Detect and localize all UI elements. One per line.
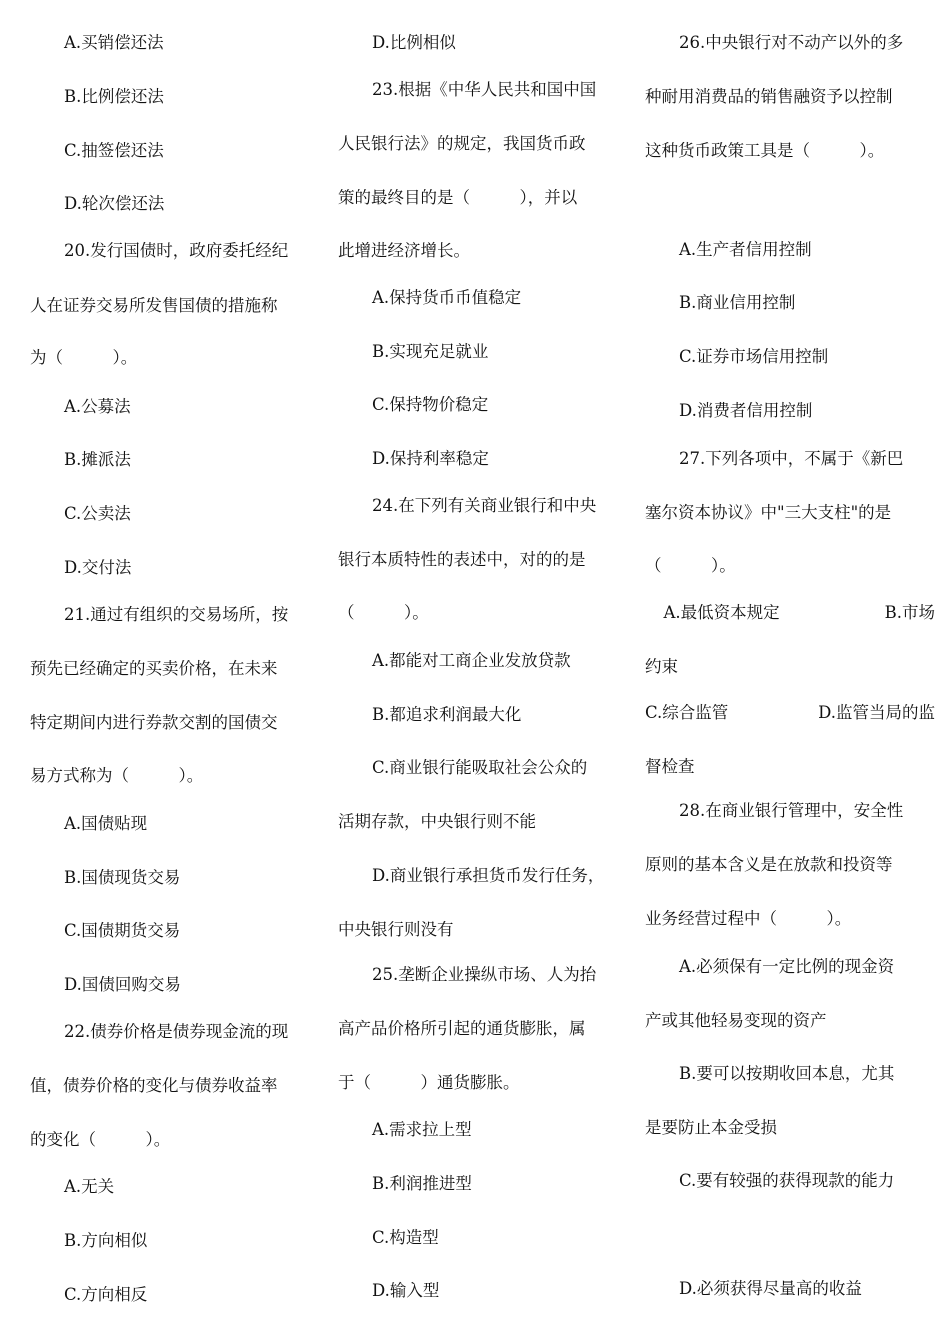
text-line: C.公卖法 — [64, 504, 131, 523]
text-line: A.必须保有一定比例的现金资 — [679, 957, 895, 976]
text-line: D.商业银行承担货币发行任务， — [372, 866, 605, 885]
text-line: 种耐用消费品的销售融资予以控制 — [645, 87, 893, 106]
text-line: C.保持物价稳定 — [372, 395, 489, 414]
text-line: 中央银行则没有 — [338, 920, 454, 939]
text-line: 约束 — [645, 657, 678, 676]
text-line: 21.通过有组织的交易场所，按 — [64, 605, 289, 624]
text-line: B.商业信用控制 — [679, 293, 796, 312]
text-line: D.轮次偿还法 — [64, 194, 165, 213]
text-line: A.无关 — [64, 1177, 115, 1196]
text-line: 23.根据《中华人民共和国中国 — [372, 80, 597, 99]
text-line: D.监管当局的监 — [818, 703, 935, 722]
text-line: 28.在商业银行管理中，安全性 — [679, 801, 904, 820]
text-line: 值，债券价格的变化与债券收益率 — [30, 1076, 278, 1095]
text-line: D.保持利率稳定 — [372, 449, 489, 468]
text-line: 银行本质特性的表述中，对的的是 — [338, 550, 586, 569]
text-line: （ ）。 — [338, 603, 429, 622]
text-line: A.生产者信用控制 — [679, 240, 812, 259]
text-line: 活期存款，中央银行则不能 — [338, 812, 536, 831]
text-line: D.消费者信用控制 — [679, 401, 813, 420]
text-line: C.要有较强的获得现款的能力 — [679, 1171, 895, 1190]
text-line: A.都能对工商企业发放贷款 — [372, 651, 571, 670]
text-line: B.实现充足就业 — [372, 342, 489, 361]
text-line: 人民银行法》的规定，我国货币政 — [338, 134, 586, 153]
text-line: （ ）。 — [645, 556, 736, 575]
text-line: D.交付法 — [64, 558, 132, 577]
text-line: 25.垄断企业操纵市场、人为抬 — [372, 965, 597, 984]
text-line: A.公募法 — [64, 397, 131, 416]
text-line: 于（ ）通货膨胀。 — [338, 1073, 520, 1092]
text-line: C.商业银行能吸取社会公众的 — [372, 758, 588, 777]
text-line: D.国债回购交易 — [64, 975, 181, 994]
text-line: 人在证券交易所发售国债的措施称 — [30, 296, 278, 315]
text-line: A.国债贴现 — [64, 814, 148, 833]
text-line: 27.下列各项中，不属于《新巴 — [679, 449, 904, 468]
text-line: C.方向相反 — [64, 1285, 148, 1304]
text-line: B.国债现货交易 — [64, 868, 181, 887]
text-line: 是要防止本金受损 — [645, 1118, 777, 1137]
text-line: 高产品价格所引起的通货膨胀，属 — [338, 1019, 586, 1038]
text-line: 塞尔资本协议》中"三大支柱"的是 — [645, 503, 892, 522]
text-line: A.最低资本规定 — [647, 603, 780, 622]
text-line: 20.发行国债时，政府委托经纪 — [64, 241, 289, 260]
text-line: A.买销偿还法 — [64, 33, 164, 52]
text-line: A.保持货币币值稳定 — [372, 288, 522, 307]
text-line: 这种货币政策工具是（ ）。 — [645, 141, 885, 160]
text-line: C.抽签偿还法 — [64, 141, 164, 160]
text-line: B.摊派法 — [64, 450, 131, 469]
text-line: B.要可以按期收回本息，尤其 — [679, 1064, 895, 1083]
text-line: C.国债期货交易 — [64, 921, 181, 940]
text-line: 24.在下列有关商业银行和中央 — [372, 496, 597, 515]
text-line: C.证券市场信用控制 — [679, 347, 829, 366]
text-line: 预先已经确定的买卖价格，在未来 — [30, 659, 278, 678]
text-line: 产或其他轻易变现的资产 — [645, 1011, 827, 1030]
text-line: 策的最终目的是（ ），并以 — [338, 188, 578, 207]
text-line: 督检查 — [645, 757, 695, 776]
text-line: 的变化（ ）。 — [30, 1130, 171, 1149]
text-line: B.比例偿还法 — [64, 87, 164, 106]
text-line: B.方向相似 — [64, 1231, 148, 1250]
text-line: 业务经营过程中（ ）。 — [645, 909, 852, 928]
text-line: D.必须获得尽量高的收益 — [679, 1279, 862, 1298]
text-line: 为（ ）。 — [30, 348, 138, 367]
text-line: 此增进经济增长。 — [338, 241, 470, 260]
text-line: 原则的基本含义是在放款和投资等 — [645, 855, 893, 874]
text-line: B.都追求利润最大化 — [372, 705, 522, 724]
text-line: B.利润推进型 — [372, 1174, 472, 1193]
text-line: B.市场 — [884, 603, 935, 622]
text-line: 易方式称为（ ）。 — [30, 766, 204, 785]
text-line: 特定期间内进行券款交割的国债交 — [30, 713, 278, 732]
text-line: C.构造型 — [372, 1228, 439, 1247]
text-line: 26.中央银行对不动产以外的多 — [679, 33, 904, 52]
text-line: C.综合监管 — [645, 703, 729, 722]
text-line: D.比例相似 — [372, 33, 456, 52]
text-line: D.输入型 — [372, 1281, 440, 1300]
text-line: A.需求拉上型 — [372, 1120, 472, 1139]
text-line: 22.债券价格是债券现金流的现 — [64, 1022, 289, 1041]
